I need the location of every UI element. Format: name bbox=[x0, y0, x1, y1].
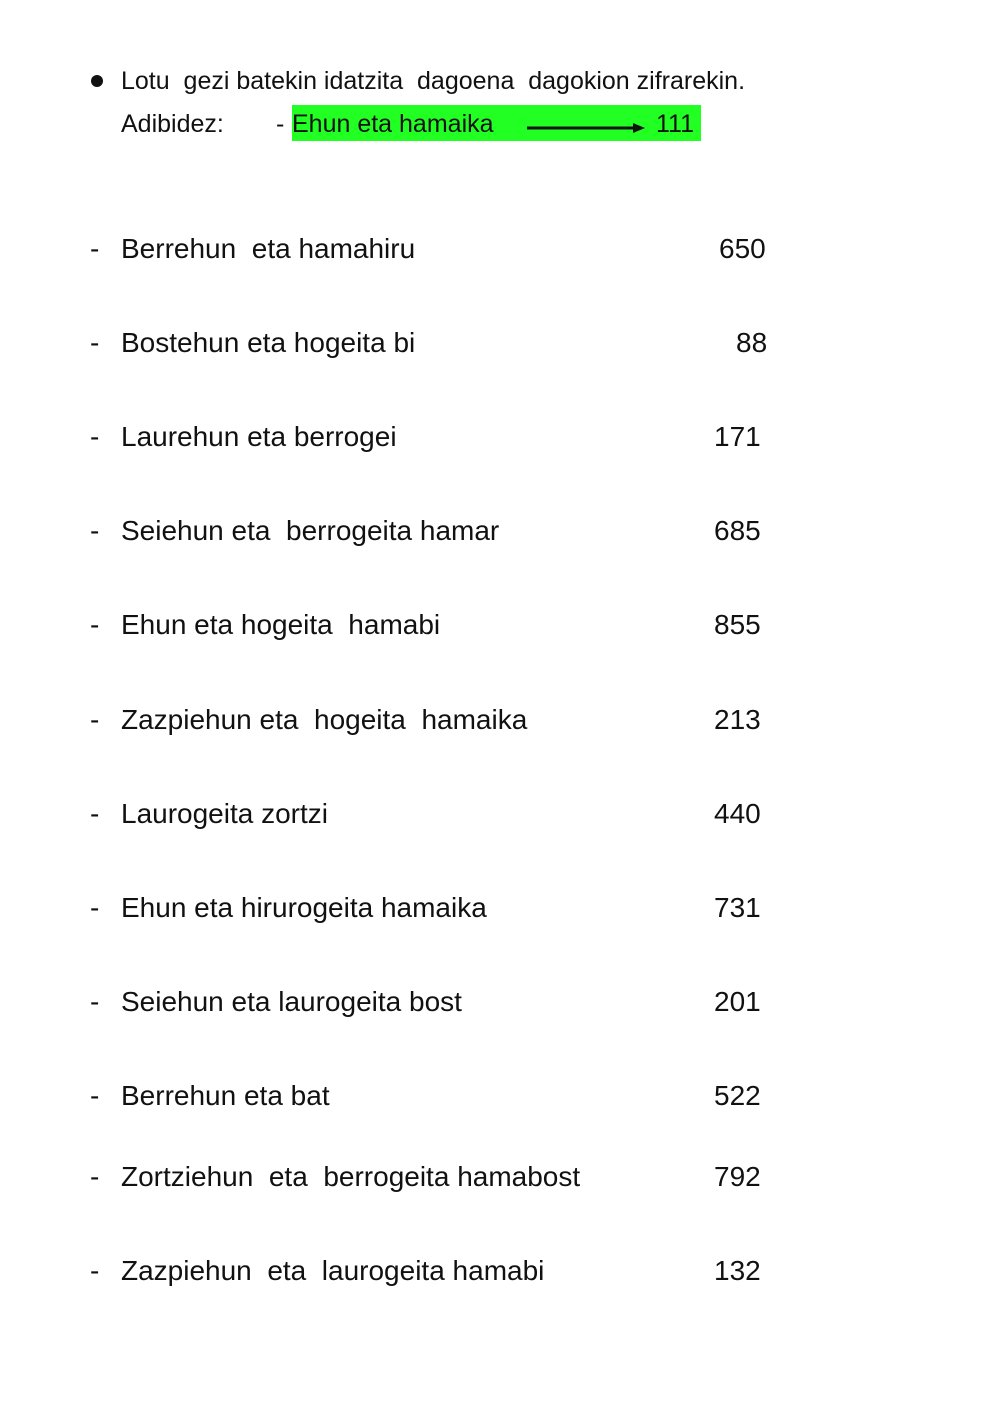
number-words[interactable]: Zazpiehun eta laurogeita hamabi bbox=[121, 1255, 545, 1286]
number-words[interactable]: Zortziehun eta berrogeita hamabost bbox=[121, 1161, 581, 1192]
number-words[interactable]: Ehun eta hirurogeita hamaika bbox=[121, 892, 487, 923]
list-dash: - bbox=[90, 1161, 100, 1192]
list-item bbox=[0, 605, 1000, 649]
list-dash: - bbox=[90, 609, 100, 640]
number-digits[interactable]: 685 bbox=[714, 515, 761, 546]
list-item bbox=[0, 511, 1000, 555]
number-digits[interactable]: 132 bbox=[714, 1255, 761, 1286]
list-dash: - bbox=[90, 421, 100, 452]
example-label: Adibidez: bbox=[121, 110, 224, 138]
list-dash: - bbox=[90, 515, 100, 546]
number-digits[interactable]: 440 bbox=[714, 798, 761, 829]
number-words[interactable]: Zazpiehun eta hogeita hamaika bbox=[121, 704, 528, 735]
number-words[interactable]: Bostehun eta hogeita bi bbox=[121, 327, 416, 358]
instruction-text: Lotu gezi batekin idatzita dagoena dagokion zifrarekin. bbox=[121, 67, 746, 95]
number-digits[interactable]: 213 bbox=[714, 704, 761, 735]
list-dash: - bbox=[90, 233, 100, 264]
number-digits[interactable]: 650 bbox=[719, 233, 766, 264]
number-words[interactable]: Berrehun eta bat bbox=[121, 1080, 330, 1111]
list-item bbox=[0, 794, 1000, 838]
list-dash: - bbox=[90, 1255, 100, 1286]
list-dash: - bbox=[90, 704, 100, 735]
list-dash: - bbox=[90, 1080, 100, 1111]
number-words[interactable]: Seiehun eta laurogeita bost bbox=[121, 986, 462, 1017]
number-words[interactable]: Ehun eta hogeita hamabi bbox=[121, 609, 441, 640]
list-item bbox=[0, 417, 1000, 461]
number-words[interactable]: Laurehun eta berrogei bbox=[121, 421, 397, 452]
number-words[interactable]: Laurogeita zortzi bbox=[121, 798, 329, 829]
number-digits[interactable]: 855 bbox=[714, 609, 761, 640]
list-item bbox=[0, 1251, 1000, 1295]
example-words: Ehun eta hamaika bbox=[292, 110, 494, 138]
number-digits[interactable]: 171 bbox=[714, 421, 761, 452]
number-digits[interactable]: 201 bbox=[714, 986, 761, 1017]
list-item bbox=[0, 1157, 1000, 1201]
example-number: 111 bbox=[656, 110, 695, 138]
right-arrow-icon bbox=[527, 121, 647, 135]
list-dash: - bbox=[90, 798, 100, 829]
list-item bbox=[0, 982, 1000, 1026]
list-item bbox=[0, 229, 1000, 273]
number-digits[interactable]: 731 bbox=[714, 892, 761, 923]
number-digits[interactable]: 792 bbox=[714, 1161, 761, 1192]
bullet-icon bbox=[91, 75, 103, 87]
list-dash: - bbox=[90, 986, 100, 1017]
number-digits[interactable]: 88 bbox=[736, 327, 768, 358]
list-item bbox=[0, 700, 1000, 744]
number-words[interactable]: Seiehun eta berrogeita hamar bbox=[121, 515, 500, 546]
number-words[interactable]: Berrehun eta hamahiru bbox=[121, 233, 416, 264]
number-digits[interactable]: 522 bbox=[714, 1080, 761, 1111]
list-item bbox=[0, 323, 1000, 367]
list-item bbox=[0, 888, 1000, 932]
list-dash: - bbox=[90, 327, 100, 358]
list-dash: - bbox=[90, 892, 100, 923]
example-dash: - bbox=[276, 110, 285, 138]
list-item bbox=[0, 1076, 1000, 1120]
